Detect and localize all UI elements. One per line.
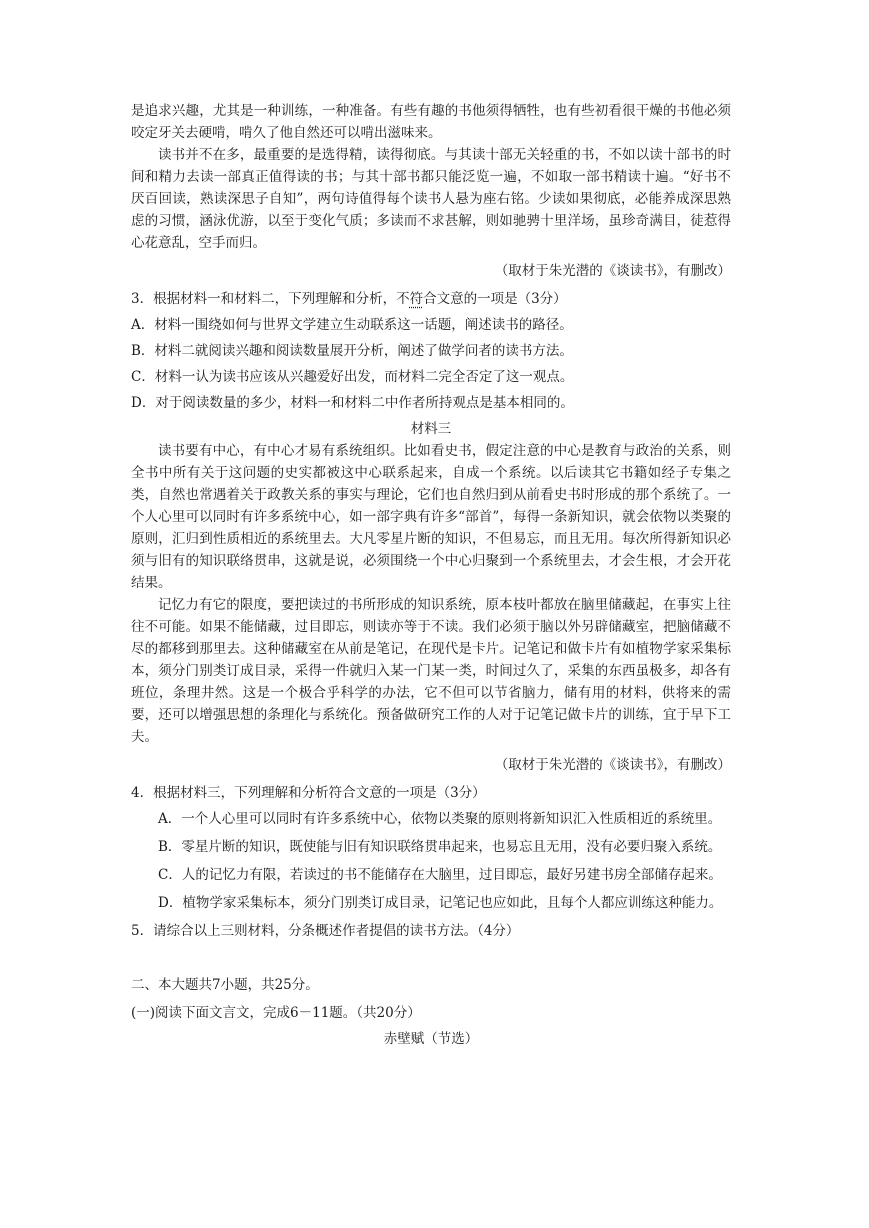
material2-paragraph-2: 读书并不在多，最重要的是选得精，读得彻底。与其读十部无关轻重的书，不如以读十部书的时间和精力去读一部真正值得读的书；与其十部书都只能泛览一遍，不如取一部书精读十遍。“好书不厌百回读，熟读深思子自知”，两句诗值得每个读书人悬为座右铭。少读如果彻底，必能养成深思熟虑的习惯，涵泳优游，以至于变化气质；多读而不求甚解，则如驰骋十里洋场，虽珍奇满目，徒惹得心花意乱，空手而归。: [131, 147, 731, 251]
material2-source: （取材于朱光潜的《谈读书》，有删改）: [494, 263, 731, 279]
question-3-stem-after: 合文意的一项是（3分）: [423, 291, 567, 307]
material3-title: 材料三: [410, 421, 452, 437]
exam-page: [131, 100, 731, 1050]
material3-source: （取材于朱光潜的《谈读书》，有删改）: [494, 757, 731, 773]
question-3-stem-before: 3．根据材料一和材料二，下列理解和分析，不: [131, 291, 410, 307]
question-3-stem: [131, 288, 731, 310]
material3-paragraph-2: 记忆力有它的限度，要把读过的书所形成的知识系统，原本枝叶都放在脑里储藏起，在事实上往往不可能。如果不能储藏，过目即忘，则读亦等于不读。我们必须于脑以外另辟储藏室，把脑储藏不尽的都移到那里去。这种储藏室在从前是笔记，在现代是卡片。记笔记和做卡片有如植物学家采集标本，须分门别类订成目录，采得一件就归入某一门某一类，时间过久了，采集的东西虽极多，却各有班位，条理井然。这是一个极合乎科学的办法，它不但可以节省脑力，储有用的材料，供将来的需要，还可以增强思想的条理化与系统化。预备做研究工作的人对于记笔记做卡片的训练，宜于早下工夫。: [131, 597, 731, 745]
question-3-option-a: A．材料一围绕如何与世界文学建立生动联系这一话题，阐述读书的路径。: [131, 317, 573, 333]
question-3-option-d: D．对于阅读数量的多少，材料一和材料二中作者所持观点是基本相同的。: [131, 395, 574, 411]
question-5-stem: 5．请综合以上三则材料，分条概述作者提倡的读书方法。（4分）: [131, 923, 520, 939]
question-4-stem: 4．根据材料三，下列理解和分析符合文意的一项是（3分）: [131, 785, 486, 801]
question-3-option-b: B．材料二就阅读兴趣和阅读数量展开分析，阐述了做学问者的读书方法。: [131, 343, 573, 359]
question-3-emphasis: 符: [409, 291, 424, 307]
section-2-heading: 二、本大题共7小题，共25分。: [131, 977, 319, 993]
section-2-subheading: (一)阅读下面文言文，完成6－11题。（共20分）: [131, 1005, 421, 1021]
material2-paragraph-1: 是追求兴趣，尤其是一种训练，一种准备。有些有趣的书他须得牺牲，也有些初看很干燥的书他必须咬定牙关去硬啃，啃久了他自然还可以啃出滋味来。: [131, 103, 731, 141]
question-4-option-d: D．植物学家采集标本，须分门别类订成目录，记笔记也应如此，且每个人都应训练这种能力。: [158, 895, 723, 911]
material3-paragraph-1: 读书要有中心，有中心才易有系统组织。比如看史书，假定注意的中心是教育与政治的关系，则全书中所有关于这问题的史实都被这中心联系起来，自成一个系统。以后读其它书籍如经子专集之类，自然也常遇着关于政教关系的事实与理论，它们也自然归到从前看史书时形成的那个系统了。一个人心里可以同时有许多系统中心，如一部字典有许多“部首”，每得一条新知识，就会依物以类聚的原则，汇归到性质相近的系统里去。大凡零星片断的知识，不但易忘，而且无用。每次所得新知识必须与旧有的知识联络贯串，这就是说，必须围绕一个中心归聚到一个系统里去，才会生根，才会开花结果。: [131, 443, 731, 591]
question-3-option-c: C．材料一认为读书应该从兴趣爱好出发，而材料二完全否定了这一观点。: [131, 369, 574, 385]
question-4-option-c: C．人的记忆力有限，若读过的书不能储存在大脑里，过目即忘，最好另建书房全部储存起来。: [158, 867, 722, 883]
question-4-option-b: B．零星片断的知识，既使能与旧有知识联络贯串起来，也易忘且无用，没有必要归聚入系统。: [158, 839, 722, 855]
classical-text-title: 赤壁赋（节选）: [383, 1031, 479, 1047]
question-4-option-a: A．一个人心里可以同时有许多系统中心，依物以类聚的原则将新知识汇入性质相近的系统里。: [158, 811, 722, 827]
